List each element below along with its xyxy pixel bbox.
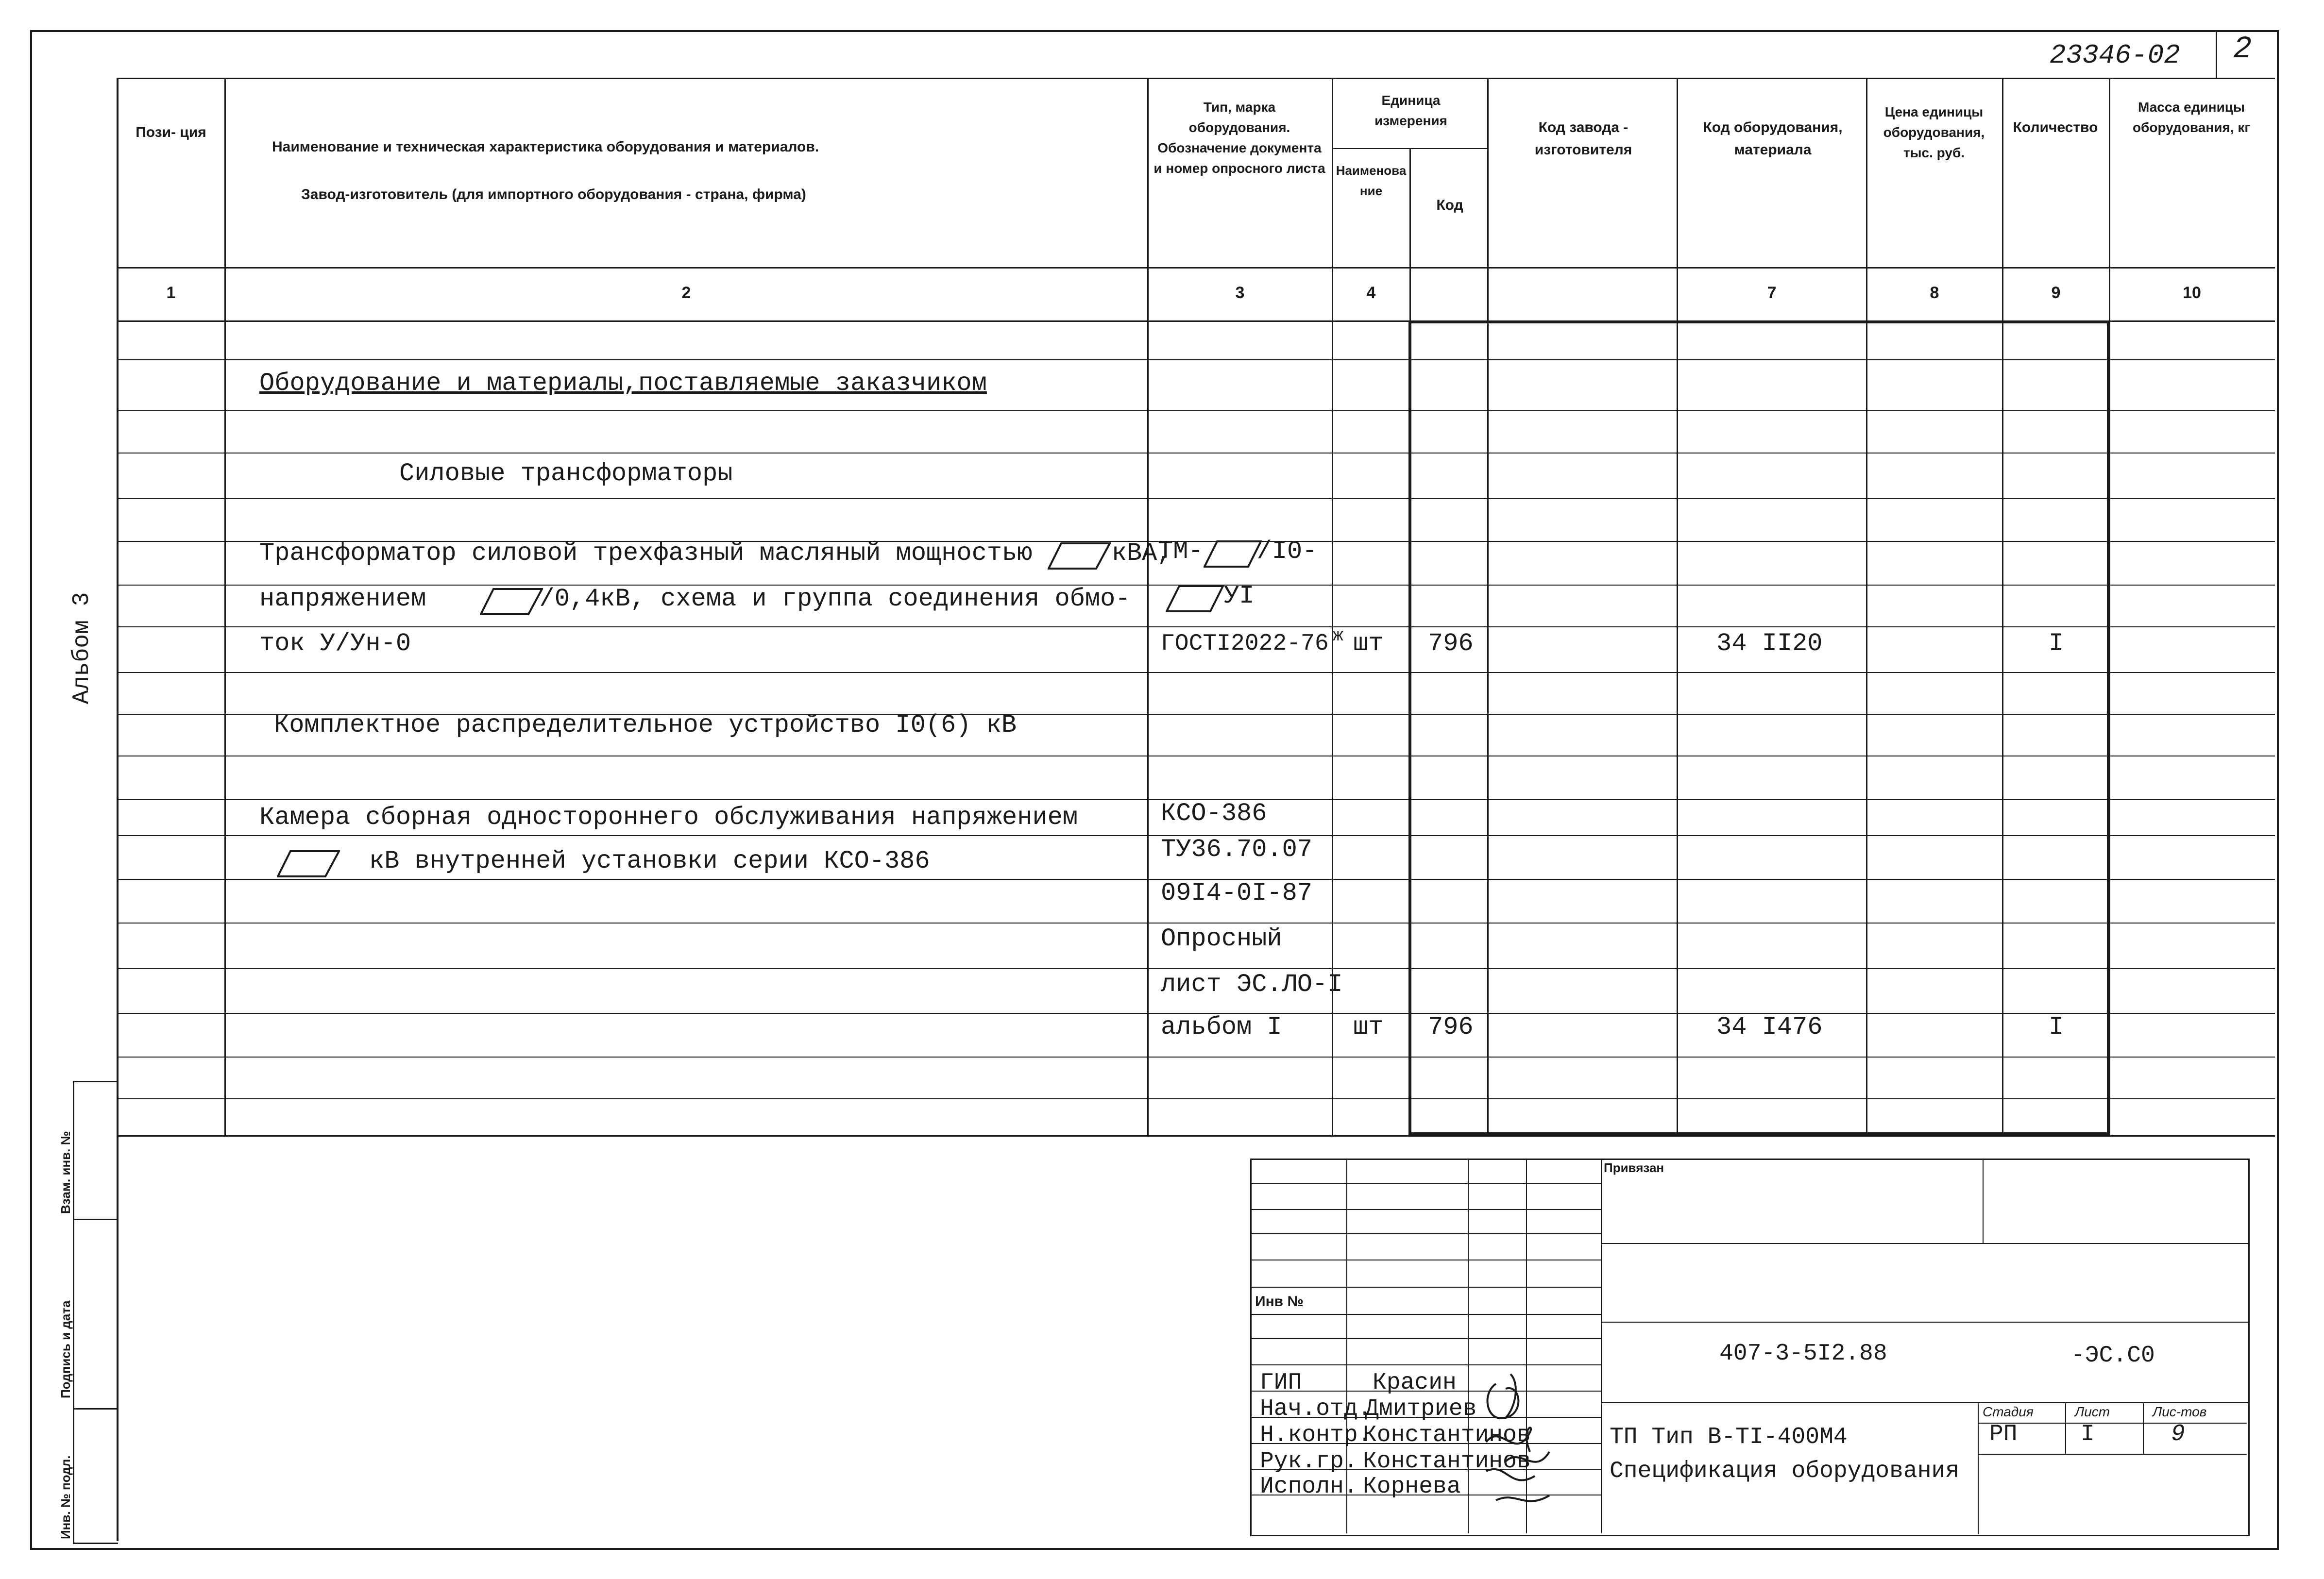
blank-box-icon bbox=[277, 849, 340, 873]
stamp-row-line bbox=[1250, 1209, 1601, 1210]
code-box-left bbox=[2216, 30, 2217, 78]
stamp-row-line bbox=[1250, 1314, 1601, 1315]
ks-type-3: 09I4-0I-87 bbox=[1161, 879, 1313, 907]
header-name-line2: Завод-изготовитель (для импортного оборудования - страна, фирма) bbox=[301, 186, 806, 202]
stamp-line bbox=[1601, 1402, 2248, 1403]
blank-box-icon bbox=[1204, 539, 1257, 563]
frame-thick-bottom bbox=[1408, 1132, 2110, 1135]
side-inv-podl: Инв. № подл. bbox=[58, 1455, 73, 1539]
table-row-line bbox=[117, 626, 2275, 627]
side-stamp-box bbox=[73, 1081, 118, 1544]
ks-quantity: I bbox=[2049, 1013, 2064, 1041]
col-line-2 bbox=[1147, 78, 1149, 1135]
stamp-name-ispoln: Корнева bbox=[1363, 1474, 1461, 1500]
transformer-type-line1 bbox=[1158, 537, 1317, 566]
transformer-line3: ток У/Ун-0 bbox=[259, 629, 411, 658]
transformer-line2-text: напряжением bbox=[259, 585, 426, 613]
transformer-type-prefix: ТМ- bbox=[1158, 537, 1204, 566]
stamp-sheets: 9 bbox=[2171, 1421, 2185, 1447]
header-unit-group: Единица измерения bbox=[1374, 93, 1447, 128]
ks-unit-code: 796 bbox=[1428, 1013, 1474, 1041]
side-stamp-div2 bbox=[73, 1408, 117, 1410]
stamp-row-line bbox=[1250, 1287, 1601, 1288]
stamp-title-2: Спецификация оборудования bbox=[1610, 1458, 1960, 1484]
ks-type-4: Опросный bbox=[1161, 924, 1282, 953]
header-unit-code: Код bbox=[1436, 197, 1463, 213]
stamp-sheets-header: Лис-тов bbox=[2153, 1404, 2207, 1419]
stamp-col-line bbox=[2065, 1402, 2066, 1454]
transformer-type-climate: УI bbox=[1224, 582, 1255, 610]
blank-box-icon bbox=[1166, 584, 1224, 607]
colnum-8: 8 bbox=[1930, 284, 1939, 302]
header-position: Пози- ция bbox=[136, 124, 206, 140]
stamp-line bbox=[1601, 1322, 2248, 1323]
stamp-line bbox=[1601, 1243, 2248, 1244]
colnum-10: 10 bbox=[2183, 284, 2201, 302]
table-row-line bbox=[117, 672, 2275, 673]
stamp-role-gip: ГИП bbox=[1260, 1370, 1302, 1396]
ks-line2 bbox=[277, 847, 930, 876]
stamp-stage-header: Стадия bbox=[1983, 1404, 2034, 1419]
side-stamp-div1 bbox=[73, 1219, 117, 1220]
stamp-col-line bbox=[1978, 1402, 1979, 1534]
colnum-3: 3 bbox=[1235, 284, 1245, 302]
header-type: Тип, марка оборудования. Обозначение документа и номер опросного листа bbox=[1154, 100, 1325, 176]
col-line-6 bbox=[1677, 78, 1678, 1135]
table-row-line bbox=[117, 359, 2275, 360]
colnum-4: 4 bbox=[1366, 284, 1376, 302]
ks-unit: шт bbox=[1353, 1013, 1384, 1041]
side-album: Альбом 3 bbox=[69, 592, 95, 704]
blank-box-icon bbox=[480, 587, 525, 610]
stamp-row-line bbox=[1250, 1338, 1601, 1339]
ks-line1: Камера сборная одностороннего обслуживания напряжением bbox=[259, 803, 1078, 832]
table-row-line bbox=[117, 498, 2275, 499]
transformer-unit-code: 796 bbox=[1428, 629, 1474, 658]
stamp-doc-number: 407-3-5I2.88 bbox=[1719, 1341, 1887, 1367]
stamp-row-line bbox=[1250, 1183, 1601, 1184]
sheet-page-number: 2 bbox=[2233, 32, 2252, 67]
header-name-line1: Наименование и техническая характеристика оборудования и материалов. bbox=[272, 139, 819, 155]
ks-type-5: лист ЭС.ЛО-I bbox=[1161, 970, 1343, 999]
table-row-line bbox=[117, 410, 2275, 411]
ks-line2-text: кВ внутренней установки серии КСО-386 bbox=[369, 847, 930, 875]
transformer-material-code: 34 II20 bbox=[1716, 629, 1823, 658]
colnum-1: 1 bbox=[166, 284, 176, 302]
stamp-name-nach: Дмитриев bbox=[1365, 1396, 1477, 1422]
col-line-8 bbox=[2002, 78, 2003, 1135]
transformer-type-suffix: /I0- bbox=[1256, 537, 1318, 566]
transformer-quantity: I bbox=[2049, 629, 2064, 658]
col-line-5 bbox=[1487, 78, 1489, 1135]
transformer-line1-text: Трансформатор силовой трехфазный масляный мощностью bbox=[259, 539, 1033, 568]
table-row-line bbox=[117, 968, 2275, 969]
section-power-transformers: Силовые трансформаторы bbox=[399, 459, 733, 488]
stamp-doc-suffix: -ЭС.С0 bbox=[2071, 1343, 2155, 1369]
section-customer-equipment: Оборудование и материалы,поставляемые заказчиком bbox=[259, 369, 987, 398]
stamp-col-line bbox=[1601, 1159, 1602, 1533]
transformer-gost-mark: ж bbox=[1333, 626, 1343, 646]
table-row-line bbox=[117, 453, 2275, 454]
stamp-col-line bbox=[2143, 1402, 2144, 1454]
stamp-sheet: I bbox=[2081, 1421, 2095, 1447]
stamp-sheet-header: Лист bbox=[2075, 1404, 2110, 1419]
colnum-2: 2 bbox=[681, 284, 691, 302]
ks-type-2: ТУ36.70.07 bbox=[1161, 835, 1313, 864]
stamp-line bbox=[1978, 1423, 2247, 1424]
ks-type-6: альбом I bbox=[1161, 1013, 1282, 1041]
table-bottom bbox=[117, 1135, 2275, 1137]
sheet-code: 23346-02 bbox=[2050, 40, 2180, 71]
stamp-stage: РП bbox=[1989, 1421, 2018, 1447]
stamp-name-nkontr: Константинов bbox=[1363, 1422, 1531, 1448]
header-bottom bbox=[117, 267, 2275, 269]
transformer-type-line2 bbox=[1166, 582, 1254, 611]
stamp-role-nach: Нач.отд. bbox=[1260, 1396, 1372, 1422]
signature-icon bbox=[1476, 1364, 1559, 1525]
stamp-col-line bbox=[1468, 1159, 1469, 1533]
frame-thick-top bbox=[1408, 320, 2110, 323]
header-price: Цена единицы оборудования, тыс. руб. bbox=[1883, 104, 1985, 160]
blank-box-icon bbox=[1048, 541, 1092, 565]
transformer-line1 bbox=[259, 539, 1172, 568]
colnum-7: 7 bbox=[1767, 284, 1777, 302]
stamp-col-line bbox=[1983, 1159, 1984, 1243]
stamp-name-rukgr: Константинов bbox=[1363, 1448, 1531, 1475]
stamp-role-ispoln: Исполн. bbox=[1260, 1474, 1358, 1500]
header-mass: Масса единицы оборудования, кг bbox=[2132, 100, 2251, 135]
transformer-line2 bbox=[259, 585, 1130, 614]
transformer-gost: ГОСТI2022-76 bbox=[1161, 631, 1329, 657]
stamp-inv-no: Инв № bbox=[1255, 1293, 1304, 1310]
header-unit-name: Наименование bbox=[1336, 163, 1407, 198]
table-row-line bbox=[117, 1098, 2275, 1099]
stamp-privyazan: Привязан bbox=[1604, 1160, 1664, 1175]
col-line-1 bbox=[224, 78, 226, 1135]
table-row-line bbox=[117, 1057, 2275, 1058]
stamp-name-gip: Красин bbox=[1373, 1370, 1457, 1396]
header-equip-code: Код оборудования, материала bbox=[1703, 119, 1843, 158]
stamp-role-nkontr: Н.контр. bbox=[1260, 1422, 1372, 1448]
stamp-row-line bbox=[1250, 1233, 1601, 1234]
transformer-unit: шт bbox=[1353, 629, 1384, 658]
transformer-line2-voltage: /0,4кВ, схема и группа соединения обмо- bbox=[539, 585, 1131, 613]
unit-subheader-line bbox=[1332, 148, 1487, 149]
ks-type-1: КСО-386 bbox=[1161, 799, 1267, 828]
header-factory-code: Код завода - изготовителя bbox=[1534, 119, 1632, 158]
side-vzam: Взам. инв. № bbox=[58, 1131, 73, 1214]
stamp-line bbox=[1978, 1454, 2247, 1455]
code-box-bottom bbox=[117, 78, 2275, 79]
side-sign-date: Подпись и дата bbox=[58, 1300, 73, 1398]
ks-material-code: 34 I476 bbox=[1716, 1013, 1823, 1041]
colnum-9: 9 bbox=[2051, 284, 2061, 302]
col-line-7 bbox=[1866, 78, 1867, 1135]
transformer-line1-unit: кВА, bbox=[1111, 539, 1172, 568]
section-switchgear: Комплектное распределительное устройство I0(6) кВ bbox=[274, 711, 1017, 739]
header-quantity: Количество bbox=[2013, 119, 2098, 135]
stamp-title-1: ТП Тип В-ТI-400М4 bbox=[1610, 1424, 1848, 1450]
stamp-role-rukgr: Рук.гр. bbox=[1260, 1448, 1358, 1475]
table-row-line bbox=[117, 923, 2275, 924]
